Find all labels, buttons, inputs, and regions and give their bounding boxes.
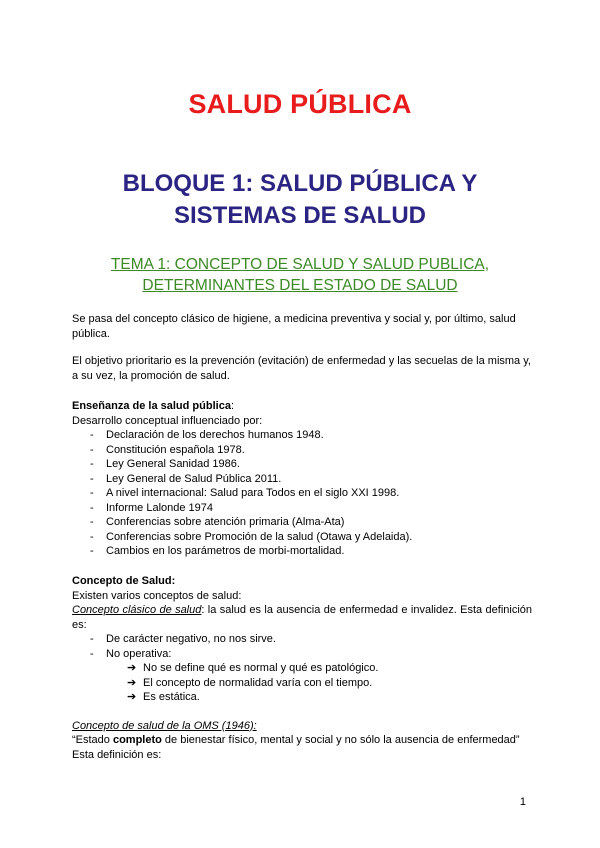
- intro-paragraph-1: Se pasa del concepto clásico de higiene, a medicina preventiva y social y, por último, salud pública.: [72, 313, 516, 340]
- list-item: - Ley General Sanidad 1986.: [72, 457, 532, 472]
- concepto-intro: Existen varios conceptos de salud:: [72, 589, 242, 602]
- intro-paragraph-2: El objetivo prioritario es la prevención (evitación) de enfermedad y las secuelas de la misma y, a su vez, la promoción de salud.: [72, 355, 531, 382]
- list-item: - Ley General de Salud Pública 2011.: [72, 472, 532, 487]
- list-item: - Constitución española 1978.: [72, 443, 532, 458]
- arrow-icon: ➔: [127, 676, 137, 689]
- list-item: - No operativa:: [72, 647, 532, 662]
- list-item: ➔ Es estática.: [127, 691, 200, 703]
- arrow-icon: ➔: [127, 691, 137, 703]
- ensenanza-intro: Desarrollo conceptual influenciado por:: [72, 414, 263, 427]
- concepto-sublist: [72, 661, 532, 705]
- tema-title: TEMA 1: CONCEPTO DE SALUD Y SALUD PUBLICA, DETERMINANTES DEL ESTADO DE SALUD: [110, 256, 490, 294]
- list-item: ➔ No se define qué es normal y qué es patológico.: [127, 662, 379, 674]
- concepto-clasico: Concepto clásico de salud: la salud es la ausencia de enfermedad e invalidez. Esta definición es:: [72, 604, 532, 631]
- arrow-icon: ➔: [127, 662, 137, 674]
- concepto-list: [72, 632, 532, 661]
- list-item: ➔ El concepto de normalidad varía con el tiempo.: [127, 676, 373, 689]
- oms-quote: “Estado completo de bienestar físico, mental y social y no sólo la ausencia de enfermedad”: [72, 734, 520, 746]
- concepto-heading: Concepto de Salud:: [72, 575, 176, 587]
- block-title: BLOQUE 1: SALUD PÚBLICA Y SISTEMAS DE SALUD: [122, 170, 478, 229]
- list-item: - Conferencias sobre Promoción de la salud (Otawa y Adelaida).: [72, 530, 532, 545]
- list-item: - Informe Lalonde 1974: [72, 501, 532, 516]
- oms-followup: Esta definición es:: [72, 748, 162, 761]
- list-item: - Conferencias sobre atención primaria (Alma-Ata): [72, 515, 532, 530]
- list-item: - Cambios en los parámetros de morbi-mortalidad.: [72, 544, 532, 559]
- concepto-section: [72, 574, 532, 762]
- list-item: - A nivel internacional: Salud para Todos en el siglo XXI 1998.: [72, 486, 532, 501]
- list-item: - Declaración de los derechos humanos 1948.: [72, 428, 532, 443]
- page-number: 1: [519, 796, 526, 808]
- oms-label: Concepto de salud de la OMS (1946):: [72, 719, 257, 732]
- ensenanza-heading: Enseñanza de la salud pública:: [72, 400, 234, 412]
- ensenanza-list: [72, 428, 532, 559]
- document-title: SALUD PÚBLICA: [188, 89, 412, 119]
- list-item: - De carácter negativo, no nos sirve.: [72, 632, 532, 647]
- ensenanza-section: [72, 399, 532, 559]
